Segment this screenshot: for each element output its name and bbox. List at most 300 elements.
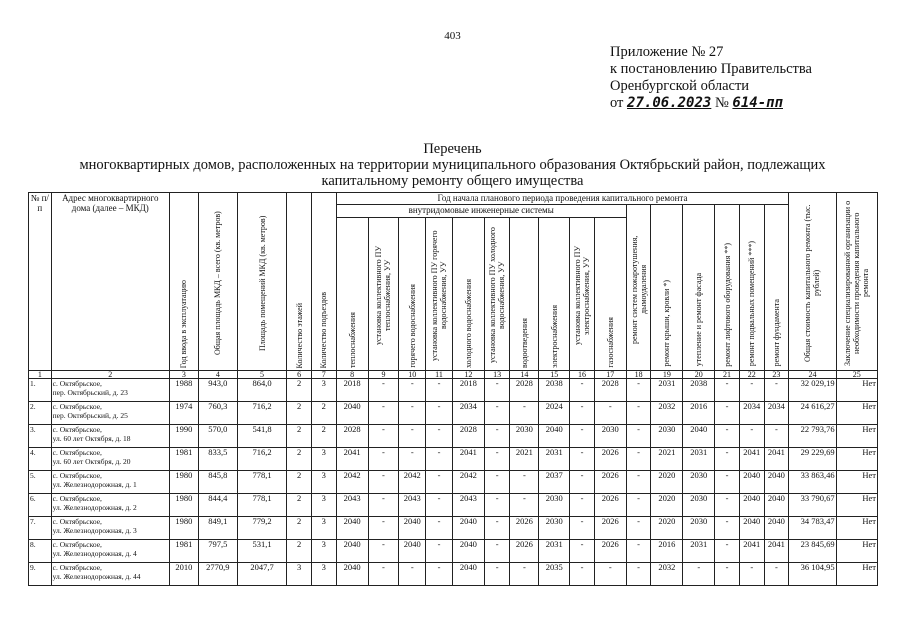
header-sub-10: газоснабжения bbox=[594, 218, 626, 371]
work-year-cell: - bbox=[368, 379, 399, 402]
work-year-cell: - bbox=[484, 402, 510, 425]
address-line-1: с. Октябрьское, bbox=[52, 563, 102, 572]
work-year-cell: 2040 bbox=[683, 425, 715, 448]
work-year-cell: - bbox=[715, 448, 740, 471]
floors-cell: 2 bbox=[287, 425, 312, 448]
page-number: 403 bbox=[444, 30, 461, 42]
column-number: 18 bbox=[626, 371, 651, 379]
appendix-block bbox=[610, 44, 812, 112]
work-year-cell: - bbox=[399, 448, 426, 471]
column-number: 4 bbox=[198, 371, 237, 379]
row-number-cell: 5. bbox=[29, 471, 52, 494]
work-year-cell: 2026 bbox=[510, 540, 539, 563]
column-number: 21 bbox=[715, 371, 740, 379]
work-year-cell: - bbox=[399, 379, 426, 402]
work-year-cell: 2020 bbox=[651, 517, 683, 540]
floors-cell: 2 bbox=[287, 402, 312, 425]
buildings-table bbox=[28, 192, 878, 586]
work-year-cell: 2040 bbox=[452, 517, 484, 540]
work-year-cell: - bbox=[764, 563, 789, 586]
cost-cell: 24 616,27 bbox=[789, 402, 836, 425]
year-cell: 1980 bbox=[169, 471, 198, 494]
year-cell: 1990 bbox=[169, 425, 198, 448]
work-year-cell: - bbox=[368, 494, 399, 517]
row-number-cell: 3. bbox=[29, 425, 52, 448]
address-line-1: с. Октябрьское, bbox=[52, 402, 102, 411]
work-year-cell: - bbox=[764, 379, 789, 402]
cost-cell: 22 793,76 bbox=[789, 425, 836, 448]
row-number-cell: 4. bbox=[29, 448, 52, 471]
work-year-cell: 2041 bbox=[336, 448, 368, 471]
header-sub-3: горячего водоснабжения bbox=[399, 218, 426, 371]
column-number: 15 bbox=[539, 371, 570, 379]
work-year-cell: 2032 bbox=[651, 402, 683, 425]
conclusion-cell: Нет bbox=[836, 540, 877, 563]
address-line-1: с. Октябрьское, bbox=[52, 448, 102, 457]
conclusion-cell: Нет bbox=[836, 448, 877, 471]
work-year-cell: 2026 bbox=[594, 448, 626, 471]
conclusion-cell: Нет bbox=[836, 425, 877, 448]
total-area-cell: 844,4 bbox=[198, 494, 237, 517]
work-year-cell: - bbox=[368, 471, 399, 494]
year-cell: 1981 bbox=[169, 448, 198, 471]
work-year-cell: - bbox=[570, 379, 595, 402]
address-cell bbox=[51, 517, 169, 540]
work-year-cell: 2026 bbox=[594, 540, 626, 563]
work-year-cell: - bbox=[426, 494, 453, 517]
entrances-cell: 3 bbox=[311, 494, 336, 517]
header-sub-11: ремонт систем пожаротушения, дымоудаления bbox=[626, 205, 651, 371]
address-line-1: с. Октябрьское, bbox=[52, 517, 102, 526]
work-year-cell: 2016 bbox=[651, 540, 683, 563]
title-line-2: многоквартирных домов, расположенных на территории муниципального образования Октябрьский район, подлежащих bbox=[79, 157, 826, 173]
header-year: Год ввода в эксплуатацию bbox=[169, 193, 198, 371]
column-number: 6 bbox=[287, 371, 312, 379]
header-entrances: Количество подъездов bbox=[311, 193, 336, 371]
year-cell: 1981 bbox=[169, 540, 198, 563]
work-year-cell: - bbox=[570, 471, 595, 494]
work-year-cell: - bbox=[484, 517, 510, 540]
conclusion-cell: Нет bbox=[836, 494, 877, 517]
work-year-cell: - bbox=[715, 425, 740, 448]
number-sign: № bbox=[714, 95, 729, 111]
work-year-cell: - bbox=[570, 540, 595, 563]
column-number: 11 bbox=[426, 371, 453, 379]
work-year-cell: - bbox=[368, 563, 399, 586]
work-year-cell: 2040 bbox=[452, 540, 484, 563]
year-cell: 1988 bbox=[169, 379, 198, 402]
work-year-cell: - bbox=[626, 379, 651, 402]
work-year-cell: - bbox=[426, 402, 453, 425]
entrances-cell: 3 bbox=[311, 379, 336, 402]
work-year-cell: 2024 bbox=[539, 402, 570, 425]
column-number: 23 bbox=[764, 371, 789, 379]
handwritten-doc-number: 614-пп bbox=[732, 95, 783, 111]
address-cell bbox=[51, 471, 169, 494]
work-year-cell: 2030 bbox=[683, 517, 715, 540]
address-line-2: ул. 60 лет Октября, д. 18 bbox=[52, 434, 131, 443]
work-year-cell: - bbox=[626, 563, 651, 586]
work-year-cell: 2026 bbox=[594, 471, 626, 494]
entrances-cell: 3 bbox=[311, 471, 336, 494]
column-number: 10 bbox=[399, 371, 426, 379]
premises-area-cell: 2047,7 bbox=[237, 563, 286, 586]
header-num: № п/п bbox=[29, 193, 52, 371]
work-year-cell: 2041 bbox=[739, 448, 764, 471]
work-year-cell: 2042 bbox=[336, 471, 368, 494]
cost-cell: 29 229,69 bbox=[789, 448, 836, 471]
row-number-cell: 1. bbox=[29, 379, 52, 402]
header-sub-4: установка коллективного ПУ горячего водоснабжения, УУ bbox=[426, 218, 453, 371]
work-year-cell: - bbox=[484, 540, 510, 563]
conclusion-cell: Нет bbox=[836, 517, 877, 540]
premises-area-cell: 779,2 bbox=[237, 517, 286, 540]
work-year-cell: 2040 bbox=[336, 517, 368, 540]
total-area-cell: 845,8 bbox=[198, 471, 237, 494]
header-floors: Количество этажей bbox=[287, 193, 312, 371]
year-cell: 1974 bbox=[169, 402, 198, 425]
work-year-cell: 2028 bbox=[452, 425, 484, 448]
work-year-cell: 2028 bbox=[594, 379, 626, 402]
conclusion-cell: Нет bbox=[836, 402, 877, 425]
work-year-cell: 2041 bbox=[764, 448, 789, 471]
work-year-cell: - bbox=[510, 563, 539, 586]
header-sub-14: ремонт лифтового оборудования **) bbox=[715, 205, 740, 371]
work-year-cell: 2043 bbox=[336, 494, 368, 517]
column-number: 16 bbox=[570, 371, 595, 379]
address-line-1: с. Октябрьское, bbox=[52, 494, 102, 503]
premises-area-cell: 864,0 bbox=[237, 379, 286, 402]
header-systems-group: внутридомовые инженерные системы bbox=[336, 205, 626, 218]
column-number: 1 bbox=[29, 371, 52, 379]
total-area-cell: 797,5 bbox=[198, 540, 237, 563]
header-sub-15: ремонт подвальных помещений ***) bbox=[739, 205, 764, 371]
address-cell bbox=[51, 540, 169, 563]
table-row bbox=[29, 540, 878, 563]
work-year-cell: - bbox=[594, 402, 626, 425]
work-year-cell: - bbox=[715, 540, 740, 563]
work-year-cell: - bbox=[510, 471, 539, 494]
work-year-cell: 2026 bbox=[594, 517, 626, 540]
work-year-cell: 2030 bbox=[539, 517, 570, 540]
work-year-cell: - bbox=[399, 563, 426, 586]
work-year-cell: - bbox=[368, 540, 399, 563]
entrances-cell: 3 bbox=[311, 563, 336, 586]
column-number: 8 bbox=[336, 371, 368, 379]
floors-cell: 2 bbox=[287, 448, 312, 471]
work-year-cell: - bbox=[510, 402, 539, 425]
work-year-cell: 2040 bbox=[399, 517, 426, 540]
header-address: Адрес многоквартирного дома (далее – МКД) bbox=[51, 193, 169, 371]
year-cell: 2010 bbox=[169, 563, 198, 586]
work-year-cell: - bbox=[626, 448, 651, 471]
address-line-1: с. Октябрьское, bbox=[52, 425, 102, 434]
work-year-cell: 2040 bbox=[539, 425, 570, 448]
address-line-2: пер. Октябрьский, д. 25 bbox=[52, 411, 128, 420]
from-label: от bbox=[610, 95, 624, 111]
header-sub-2: установка коллективного ПУ теплоснабжения, УУ bbox=[368, 218, 399, 371]
work-year-cell: - bbox=[715, 494, 740, 517]
address-cell bbox=[51, 448, 169, 471]
work-year-cell: 2030 bbox=[651, 425, 683, 448]
cost-cell: 23 845,69 bbox=[789, 540, 836, 563]
row-number-cell: 8. bbox=[29, 540, 52, 563]
work-year-cell: - bbox=[626, 402, 651, 425]
work-year-cell: - bbox=[739, 425, 764, 448]
work-year-cell: - bbox=[715, 471, 740, 494]
table-row bbox=[29, 563, 878, 586]
column-number: 12 bbox=[452, 371, 484, 379]
work-year-cell: 2040 bbox=[336, 402, 368, 425]
work-year-cell: 2040 bbox=[764, 517, 789, 540]
work-year-cell: 2040 bbox=[336, 563, 368, 586]
work-year-cell: 2031 bbox=[539, 448, 570, 471]
work-year-cell: - bbox=[626, 494, 651, 517]
work-year-cell: 2040 bbox=[336, 540, 368, 563]
row-number-cell: 6. bbox=[29, 494, 52, 517]
header-sub-12: ремонт крыши, кровли *) bbox=[651, 205, 683, 371]
floors-cell: 2 bbox=[287, 471, 312, 494]
floors-cell: 2 bbox=[287, 379, 312, 402]
table-row bbox=[29, 494, 878, 517]
premises-area-cell: 716,2 bbox=[237, 402, 286, 425]
work-year-cell: 2038 bbox=[683, 379, 715, 402]
conclusion-cell: Нет bbox=[836, 471, 877, 494]
work-year-cell: 2041 bbox=[764, 540, 789, 563]
work-year-cell: 2040 bbox=[739, 517, 764, 540]
work-year-cell: 2018 bbox=[452, 379, 484, 402]
column-number: 5 bbox=[237, 371, 286, 379]
handwritten-date: 27.06.2023 bbox=[627, 95, 712, 111]
column-number: 22 bbox=[739, 371, 764, 379]
conclusion-cell: Нет bbox=[836, 563, 877, 586]
premises-area-cell: 531,1 bbox=[237, 540, 286, 563]
row-number-cell: 9. bbox=[29, 563, 52, 586]
work-year-cell: 2021 bbox=[510, 448, 539, 471]
work-year-cell: 2043 bbox=[452, 494, 484, 517]
column-number: 9 bbox=[368, 371, 399, 379]
work-year-cell: - bbox=[626, 471, 651, 494]
address-cell bbox=[51, 494, 169, 517]
work-year-cell: 2040 bbox=[764, 494, 789, 517]
work-year-cell: - bbox=[739, 563, 764, 586]
work-year-cell: 2040 bbox=[739, 494, 764, 517]
address-line-2: ул. Железнодорожная, д. 2 bbox=[52, 503, 137, 512]
work-year-cell: 2016 bbox=[683, 402, 715, 425]
work-year-cell: - bbox=[484, 425, 510, 448]
work-year-cell: - bbox=[484, 448, 510, 471]
table-row bbox=[29, 425, 878, 448]
address-cell bbox=[51, 425, 169, 448]
total-area-cell: 570,0 bbox=[198, 425, 237, 448]
column-number: 7 bbox=[311, 371, 336, 379]
column-number: 19 bbox=[651, 371, 683, 379]
work-year-cell: 2038 bbox=[539, 379, 570, 402]
column-number: 20 bbox=[683, 371, 715, 379]
work-year-cell: 2020 bbox=[651, 494, 683, 517]
header-sub-6: установка коллективного ПУ холодного водоснабжения, УУ bbox=[484, 218, 510, 371]
work-year-cell: 2018 bbox=[336, 379, 368, 402]
title-line-3: капитальному ремонту общего имущества bbox=[321, 173, 584, 189]
work-year-cell: 2040 bbox=[764, 471, 789, 494]
header-period-group: Год начала планового периода проведения капитального ремонта bbox=[336, 193, 789, 205]
work-year-cell: - bbox=[484, 563, 510, 586]
work-year-cell: 2042 bbox=[399, 471, 426, 494]
floors-cell: 3 bbox=[287, 563, 312, 586]
document-title bbox=[0, 141, 905, 189]
appendix-line-2: к постановлению Правительства bbox=[610, 61, 812, 77]
work-year-cell: - bbox=[426, 379, 453, 402]
year-cell: 1980 bbox=[169, 494, 198, 517]
premises-area-cell: 778,1 bbox=[237, 494, 286, 517]
header-sub-8: электроснабжения bbox=[539, 218, 570, 371]
column-number: 13 bbox=[484, 371, 510, 379]
total-area-cell: 760,3 bbox=[198, 402, 237, 425]
cost-cell: 34 783,47 bbox=[789, 517, 836, 540]
work-year-cell: - bbox=[368, 425, 399, 448]
work-year-cell: - bbox=[399, 402, 426, 425]
work-year-cell: - bbox=[715, 402, 740, 425]
column-number: 25 bbox=[836, 371, 877, 379]
column-number: 2 bbox=[51, 371, 169, 379]
work-year-cell: 2041 bbox=[739, 540, 764, 563]
address-line-1: с. Октябрьское, bbox=[52, 379, 102, 388]
cost-cell: 33 863,46 bbox=[789, 471, 836, 494]
work-year-cell: - bbox=[570, 494, 595, 517]
address-cell bbox=[51, 563, 169, 586]
address-line-1: с. Октябрьское, bbox=[52, 471, 102, 480]
header-cost: Общая стоимость капитального ремонта (тыс. рублей) bbox=[789, 193, 836, 371]
work-year-cell: - bbox=[368, 517, 399, 540]
work-year-cell: 2042 bbox=[452, 471, 484, 494]
total-area-cell: 943,0 bbox=[198, 379, 237, 402]
work-year-cell: - bbox=[570, 402, 595, 425]
cost-cell: 32 029,19 bbox=[789, 379, 836, 402]
work-year-cell: 2034 bbox=[764, 402, 789, 425]
work-year-cell: - bbox=[683, 563, 715, 586]
table-row bbox=[29, 517, 878, 540]
table-row bbox=[29, 402, 878, 425]
work-year-cell: - bbox=[426, 517, 453, 540]
work-year-cell: - bbox=[715, 563, 740, 586]
address-cell bbox=[51, 402, 169, 425]
work-year-cell: 2031 bbox=[683, 448, 715, 471]
column-number-row bbox=[29, 371, 878, 379]
work-year-cell: - bbox=[426, 540, 453, 563]
work-year-cell: - bbox=[715, 379, 740, 402]
work-year-cell: - bbox=[426, 563, 453, 586]
header-sub-9: установка коллективного ПУ электроснабжения, УУ bbox=[570, 218, 595, 371]
work-year-cell: - bbox=[570, 517, 595, 540]
column-number: 3 bbox=[169, 371, 198, 379]
floors-cell: 2 bbox=[287, 540, 312, 563]
header-sub-5: холодного водоснабжения bbox=[452, 218, 484, 371]
work-year-cell: - bbox=[484, 471, 510, 494]
work-year-cell: 2040 bbox=[399, 540, 426, 563]
row-number-cell: 2. bbox=[29, 402, 52, 425]
work-year-cell: 2034 bbox=[739, 402, 764, 425]
premises-area-cell: 716,2 bbox=[237, 448, 286, 471]
appendix-line-3: Оренбургской области bbox=[610, 78, 750, 94]
header-conclusion: Заключение специализированной организации о необходимости проведения капитального ремонта bbox=[836, 193, 877, 371]
entrances-cell: 3 bbox=[311, 517, 336, 540]
work-year-cell: 2030 bbox=[510, 425, 539, 448]
appendix-date-line bbox=[610, 95, 812, 112]
work-year-cell: - bbox=[484, 494, 510, 517]
column-number: 17 bbox=[594, 371, 626, 379]
work-year-cell: 2030 bbox=[539, 494, 570, 517]
cost-cell: 33 790,67 bbox=[789, 494, 836, 517]
address-line-2: пер. Октябрьский, д. 23 bbox=[52, 388, 128, 397]
work-year-cell: - bbox=[626, 425, 651, 448]
floors-cell: 2 bbox=[287, 494, 312, 517]
address-line-2: ул. Железнодорожная, д. 44 bbox=[52, 572, 141, 581]
work-year-cell: - bbox=[484, 379, 510, 402]
address-line-2: ул. Железнодорожная, д. 3 bbox=[52, 526, 137, 535]
header-sub-1: теплоснабжения bbox=[336, 218, 368, 371]
appendix-line-1: Приложение № 27 bbox=[610, 44, 724, 60]
work-year-cell: - bbox=[426, 471, 453, 494]
work-year-cell: 2034 bbox=[452, 402, 484, 425]
work-year-cell: 2030 bbox=[683, 471, 715, 494]
header-sub-7: водоотведения bbox=[510, 218, 539, 371]
work-year-cell: 2021 bbox=[651, 448, 683, 471]
work-year-cell: - bbox=[626, 540, 651, 563]
title-line-1: Перечень bbox=[423, 141, 482, 157]
work-year-cell: - bbox=[570, 563, 595, 586]
work-year-cell: - bbox=[594, 563, 626, 586]
header-sub-16: ремонт фундамента bbox=[764, 205, 789, 371]
address-line-2: ул. 60 лет Октября, д. 20 bbox=[52, 457, 131, 466]
work-year-cell: - bbox=[570, 425, 595, 448]
work-year-cell: 2031 bbox=[539, 540, 570, 563]
entrances-cell: 2 bbox=[311, 402, 336, 425]
work-year-cell: - bbox=[570, 448, 595, 471]
work-year-cell: 2037 bbox=[539, 471, 570, 494]
work-year-cell: - bbox=[426, 425, 453, 448]
work-year-cell: 2040 bbox=[739, 471, 764, 494]
work-year-cell: - bbox=[764, 425, 789, 448]
cost-cell: 36 104,95 bbox=[789, 563, 836, 586]
work-year-cell: 2040 bbox=[452, 563, 484, 586]
address-line-2: ул. Железнодорожная, д. 1 bbox=[52, 480, 137, 489]
total-area-cell: 833,5 bbox=[198, 448, 237, 471]
address-line-2: ул. Железнодорожная, д. 4 bbox=[52, 549, 137, 558]
work-year-cell: 2028 bbox=[336, 425, 368, 448]
header-total-area: Общая площадь МКД – всего (кв. метров) bbox=[198, 193, 237, 371]
address-line-1: с. Октябрьское, bbox=[52, 540, 102, 549]
work-year-cell: 2031 bbox=[683, 540, 715, 563]
total-area-cell: 2770,9 bbox=[198, 563, 237, 586]
work-year-cell: 2026 bbox=[510, 517, 539, 540]
year-cell: 1980 bbox=[169, 517, 198, 540]
work-year-cell: - bbox=[399, 425, 426, 448]
work-year-cell: - bbox=[368, 448, 399, 471]
work-year-cell: - bbox=[510, 494, 539, 517]
row-number-cell: 7. bbox=[29, 517, 52, 540]
work-year-cell: - bbox=[739, 379, 764, 402]
work-year-cell: 2026 bbox=[594, 494, 626, 517]
work-year-cell: - bbox=[626, 517, 651, 540]
work-year-cell: 2030 bbox=[594, 425, 626, 448]
work-year-cell: 2041 bbox=[452, 448, 484, 471]
work-year-cell: 2032 bbox=[651, 563, 683, 586]
address-cell bbox=[51, 379, 169, 402]
entrances-cell: 2 bbox=[311, 425, 336, 448]
work-year-cell: 2031 bbox=[651, 379, 683, 402]
work-year-cell: 2028 bbox=[510, 379, 539, 402]
work-year-cell: 2020 bbox=[651, 471, 683, 494]
